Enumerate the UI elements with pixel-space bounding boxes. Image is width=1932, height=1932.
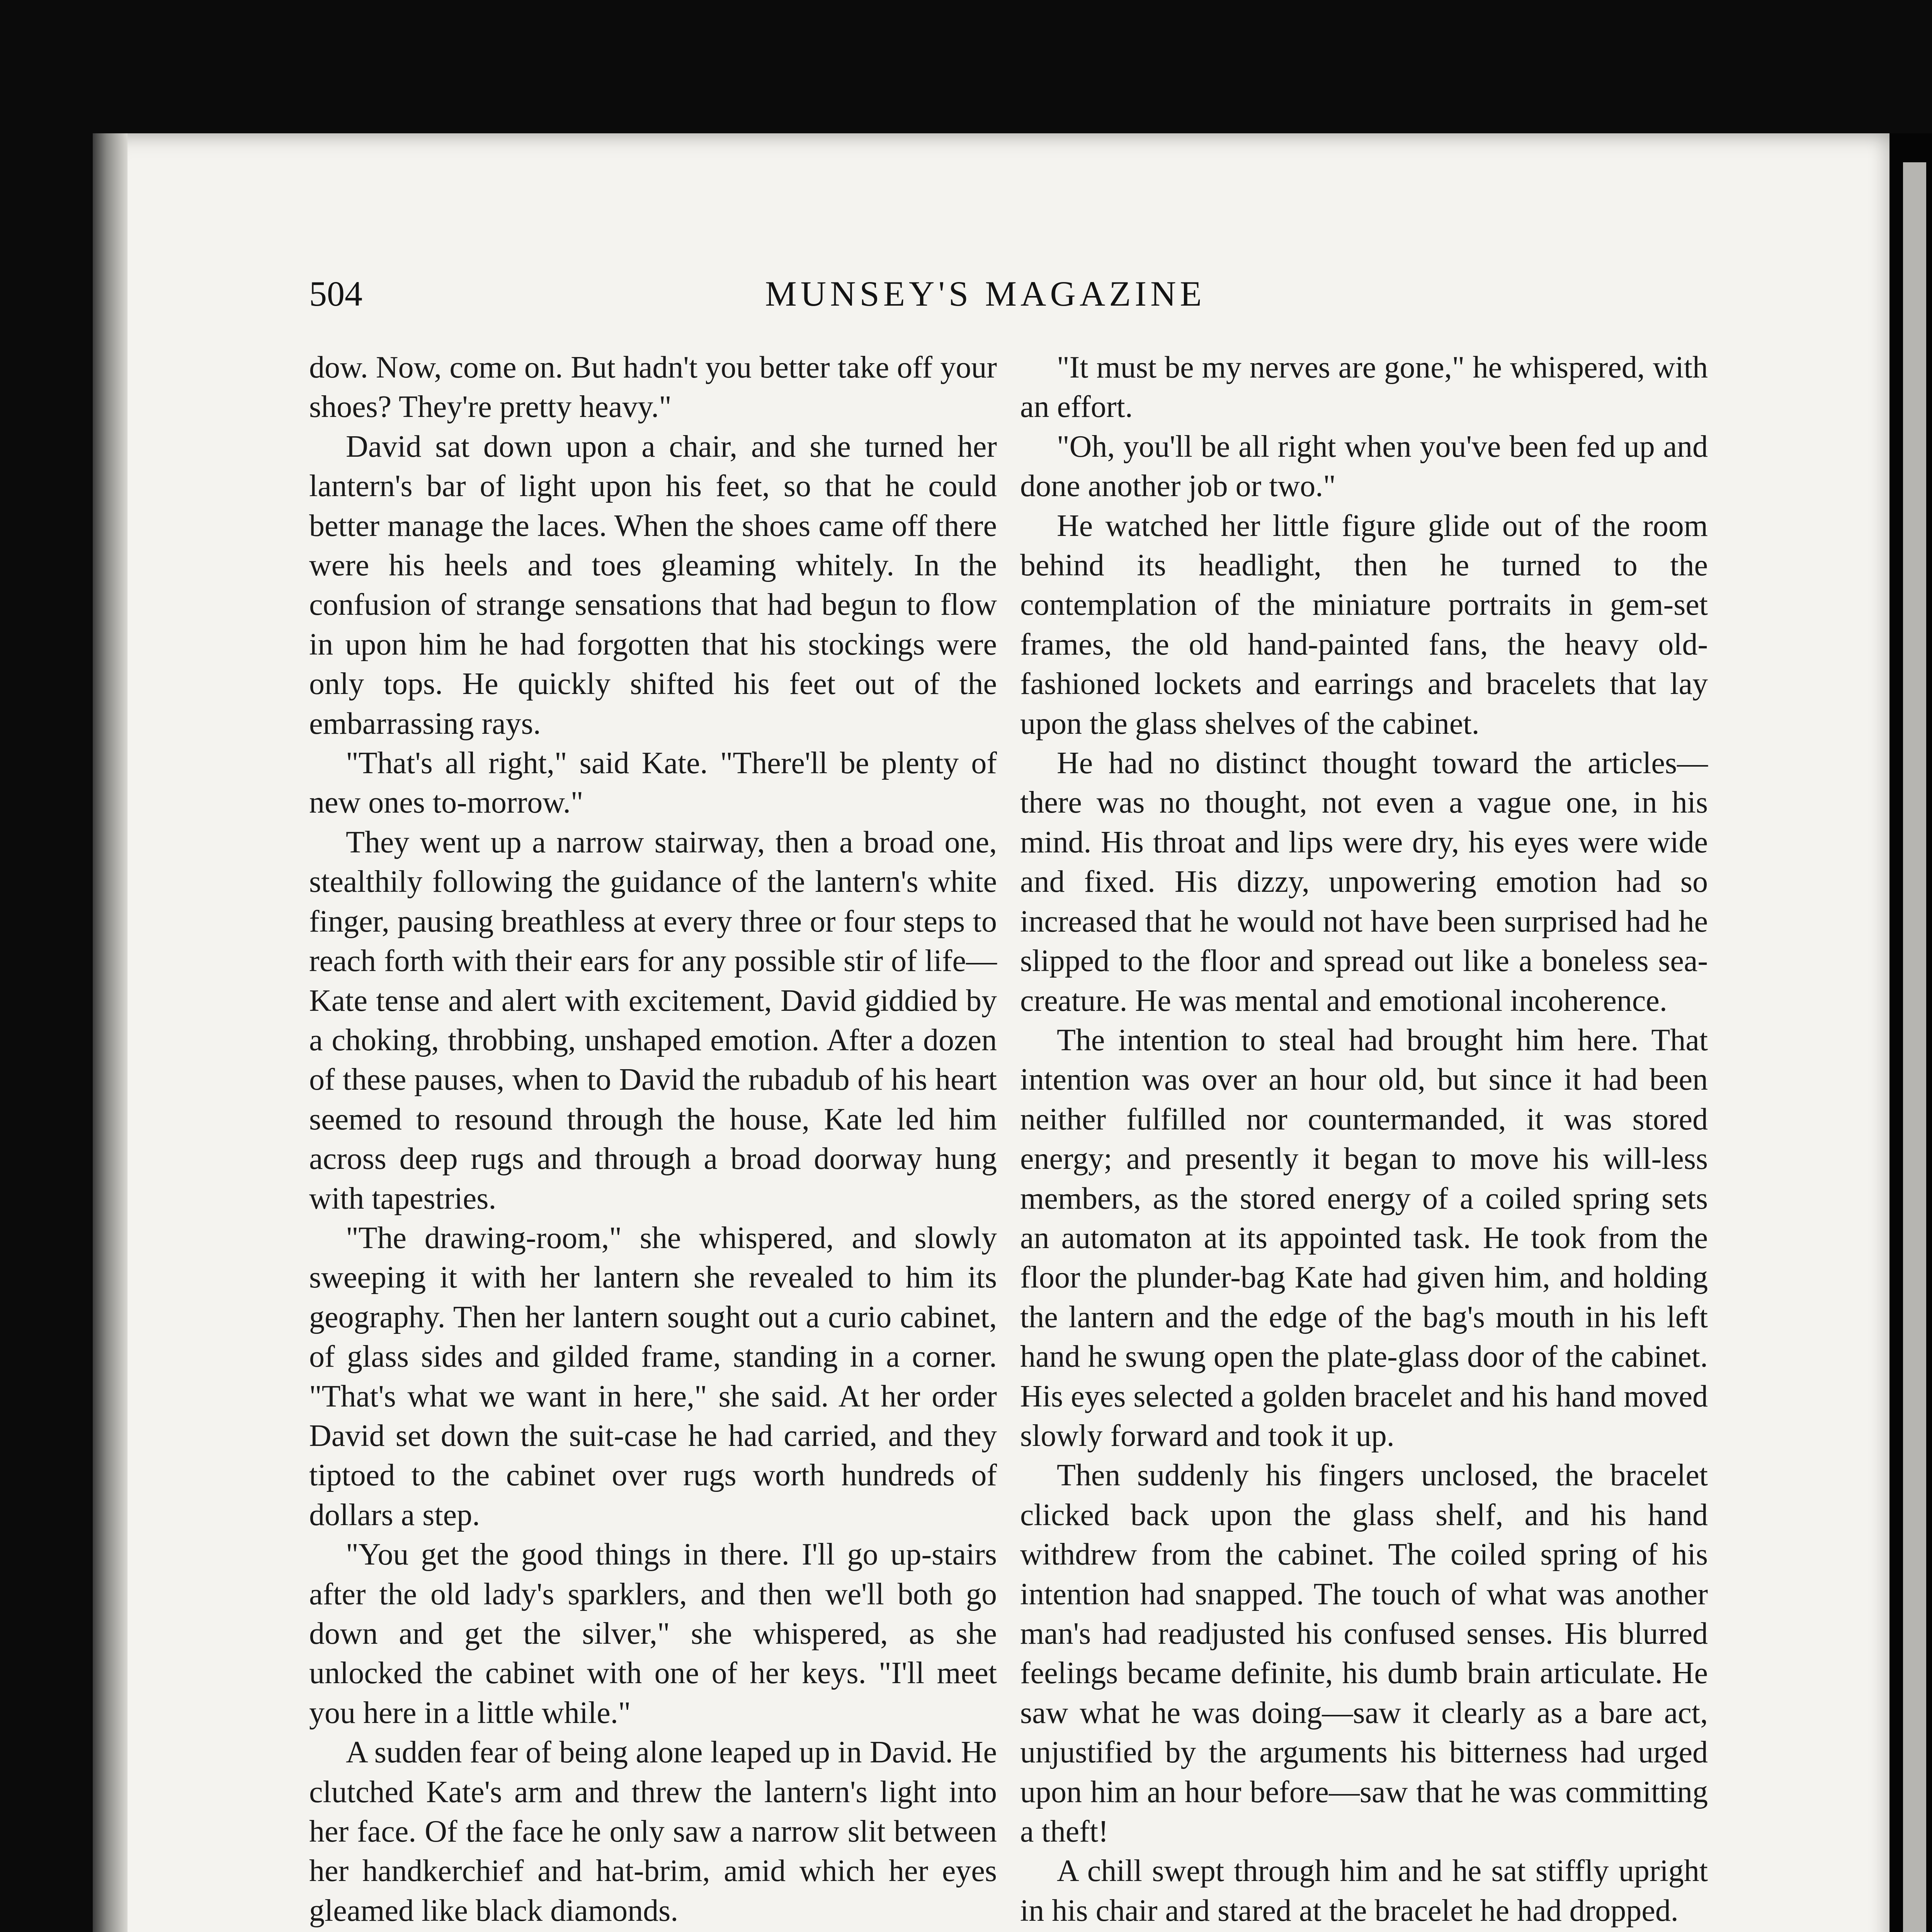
paragraph: A chill swept through him and he sat stiffly upright in his chair and stared at the bracelet he had dropped. xyxy=(1020,1854,1708,1928)
paragraph: "The drawing-room," she whispered, and slowly sweeping it with her lantern she revealed to him its geography. Then her lantern sought out a curio cabinet, of glass sides and gilded frame, standing in a corner. "That's what we want in here," she said. At her order David set down the suit-case he had carried, and they tiptoed to the cabinet over rugs worth hundreds of dollars a step. xyxy=(309,1221,997,1532)
paragraph: "Oh, you'll be all right when you've been fed up and done another job or two." xyxy=(1020,429,1708,503)
paragraph: "That's all right," said Kate. "There'll be plenty of new ones to-morrow." xyxy=(309,746,997,820)
page-binding-edge xyxy=(93,133,128,1932)
paragraph: The intention to steal had brought him here. That intention was over an hour old, but since it had been neither fulfilled nor countermanded, it was stored energy; and presently it began to move his will-less members, as the stored energy of a coiled spring sets an automaton at its appointed task. He took from the floor the plunder-bag Kate had given him, and holding the lantern and the edge of the bag's mouth in his left hand he swung open the plate-glass door of the cabinet. His eyes selected a golden bracelet and his hand moved slowly forward and took it up. xyxy=(1020,1023,1708,1453)
paragraph: Then suddenly his fingers unclosed, the bracelet clicked back upon the glass shelf, and his hand withdrew from the cabinet. The coiled spring of his intention had snapped. The touch of what was another man's had readjusted his confused senses. His blurred feelings became definite, his dumb brain articulate. He saw what he was doing—saw it clearly as a bare act, unjustified by the arguments his bitterness had urged upon him an hour before—saw that he was committing a theft! xyxy=(1020,1458,1708,1849)
paragraph: dow. Now, come on. But hadn't you better take off your shoes? They're pretty heavy." xyxy=(309,350,997,424)
paragraph: David sat down upon a chair, and she turned her lantern's bar of light upon his feet, so that he could better manage the laces. When the shoes came off there were his heels and toes gleaming whitely. In the confusion of strange sensations that had begun to flow in upon him he had forgotten that his stockings were only tops. He quickly shifted his feet out of the embarrassing rays. xyxy=(309,429,997,741)
paragraph xyxy=(1020,1930,1708,1932)
paragraph: A sudden fear of being alone leaped up in David. He clutched Kate's arm and threw the lantern's light into her face. Of the face he only saw a narrow slit between her handkerchief and hat-brim, amid which her eyes gleamed like black diamonds. xyxy=(309,1735,997,1928)
adjacent-page-edge xyxy=(1903,162,1926,1932)
paragraph: He had no distinct thought toward the articles—there was no thought, not even a vague one, in his mind. His throat and lips were dry, his eyes were wide and fixed. His dizzy, unpowering emotion had so increased that he would not have been surprised had he slipped to the floor and spread out like a boneless sea-creature. He was mental and emotional incoherence. xyxy=(1020,746,1708,1018)
paragraph: "It must be my nerves are gone," he whispered, with an effort. xyxy=(1020,350,1708,424)
page-number: 504 xyxy=(309,274,362,313)
text-column-right xyxy=(1020,348,1708,1932)
paragraph: He watched her little figure glide out of the room behind its headlight, then he turned to the contemplation of the miniature portraits in gem-set frames, the old hand-painted fans, the heavy old-fashioned lockets and earrings and bracelets that lay upon the glass shelves of the cabinet. xyxy=(1020,509,1708,741)
running-head: MUNSEY'S MAGAZINE xyxy=(765,274,1206,313)
text-column-left xyxy=(309,348,997,1932)
paragraph: "You get the good things in there. I'll go up-stairs after the old lady's sparklers, and then we'll both go down and get the silver," she whispered, as she unlocked the cabinet with one of her keys. "I'll meet you here in a little while." xyxy=(309,1537,997,1730)
paragraph: They went up a narrow stairway, then a broad one, stealthily following the guidance of the lantern's white finger, pausing breathless at every three or four steps to reach forth with their ears for any possible stir of life—Kate tense and alert with excitement, David giddied by a choking, throbbing, unshaped emotion. After a dozen of these pauses, when to David the rubadub of his heart seemed to resound through the house, Kate led him across deep rugs and through a broad doorway hung with tapestries. xyxy=(309,825,997,1216)
paragraph xyxy=(309,1930,997,1932)
